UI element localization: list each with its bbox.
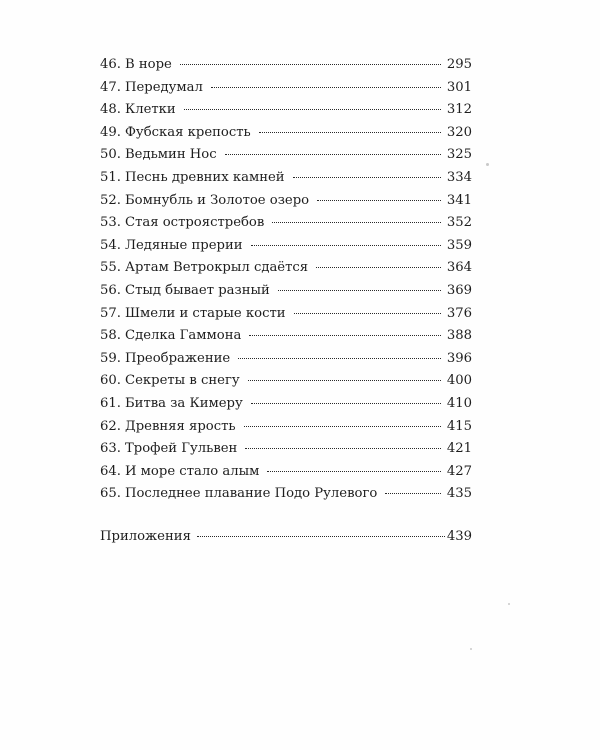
chapter-number: 55. (100, 260, 121, 276)
toc-entry (100, 438, 472, 461)
dot-leader (293, 177, 441, 178)
chapter-number: 49. (100, 124, 121, 140)
dot-leader (180, 64, 441, 65)
chapter-title: Передумал (124, 79, 203, 95)
toc-entry (100, 370, 472, 393)
toc-entry (100, 280, 472, 303)
dot-leader (272, 222, 441, 223)
dot-leader (317, 200, 441, 201)
toc-entry (100, 144, 472, 167)
toc-entry (100, 167, 472, 190)
page-number: 415 (446, 418, 472, 434)
dot-leader (238, 358, 441, 359)
paper-speck (508, 603, 510, 605)
chapter-title: Клетки (124, 102, 176, 118)
chapter-number: 64. (100, 463, 121, 479)
toc-entry (100, 461, 472, 484)
page-number: 439 (446, 529, 472, 544)
chapter-number: 60. (100, 373, 121, 389)
page-number: 359 (446, 237, 472, 253)
chapter-title: Преображение (124, 350, 231, 366)
toc-entry (100, 54, 472, 77)
table-of-contents (100, 54, 472, 506)
page-number: 376 (446, 305, 472, 321)
dot-leader (316, 267, 441, 268)
dot-leader (267, 471, 440, 472)
chapter-title: Песнь древних камней (124, 169, 285, 185)
dot-leader (244, 426, 441, 427)
toc-entry (100, 303, 472, 326)
chapter-number: 54. (100, 237, 121, 253)
page-number: 388 (446, 328, 472, 344)
page-number: 396 (446, 350, 472, 366)
dot-leader (251, 245, 441, 246)
chapter-number: 58. (100, 328, 121, 344)
toc-entry (100, 393, 472, 416)
chapter-title: Бомнубль и Золотое озеро (124, 192, 310, 208)
chapter-title: В норе (124, 57, 172, 72)
chapter-title: Секреты в снегу (124, 373, 240, 389)
chapter-title: Шмели и старые кости (124, 305, 286, 321)
page-number: 369 (446, 282, 472, 298)
toc-entry (100, 483, 472, 506)
chapter-number: 57. (100, 305, 121, 321)
toc-entry (100, 77, 472, 100)
chapter-number: 56. (100, 282, 121, 298)
chapter-number: 53. (100, 215, 121, 231)
paper-speck (486, 163, 489, 166)
dot-leader (251, 403, 441, 404)
dot-leader (259, 132, 441, 133)
toc-entry (100, 348, 472, 371)
dot-leader (211, 87, 441, 88)
chapter-title: Древняя ярость (124, 418, 236, 434)
dot-leader (294, 313, 441, 314)
toc-entry (100, 99, 472, 122)
chapter-number: 52. (100, 192, 121, 208)
dot-leader (225, 154, 441, 155)
page-number: 421 (446, 441, 472, 457)
toc-entry (100, 526, 472, 549)
toc-entry (100, 235, 472, 258)
chapter-title: Битва за Кимеру (124, 395, 243, 411)
dot-leader (385, 493, 441, 494)
chapter-title: Фубская крепость (124, 124, 251, 140)
chapter-number: 51. (100, 169, 121, 185)
chapter-number: 62. (100, 418, 121, 434)
appendix-entry (100, 526, 472, 549)
page-number: 400 (446, 373, 472, 389)
chapter-title: Последнее плавание Подо Рулевого (124, 486, 378, 502)
toc-entry (100, 325, 472, 348)
dot-leader (197, 536, 445, 537)
toc-entry (100, 257, 472, 280)
chapter-number: 50. (100, 147, 121, 163)
chapter-title: Стая остроястребов (124, 215, 265, 231)
page-number: 301 (446, 79, 472, 95)
chapter-title: Ледяные прерии (124, 237, 243, 253)
chapter-number: 46. (100, 57, 121, 72)
chapter-title: Стыд бывает разный (124, 282, 270, 298)
page-number: 320 (446, 124, 472, 140)
chapter-title: И море стало алым (124, 463, 260, 479)
chapter-title: Сделка Гаммона (124, 328, 242, 344)
chapter-title: Артам Ветрокрыл сдаётся (124, 260, 309, 276)
page-number: 295 (446, 57, 472, 72)
page-number: 325 (446, 147, 472, 163)
toc-entry (100, 416, 472, 439)
paper-speck (470, 648, 472, 650)
page-number: 435 (446, 486, 472, 502)
dot-leader (249, 335, 440, 336)
chapter-number: 48. (100, 102, 121, 118)
appendix-title: Приложения (100, 529, 191, 544)
dot-leader (248, 380, 441, 381)
page-number: 427 (446, 463, 472, 479)
page-number: 334 (446, 169, 472, 185)
chapter-number: 61. (100, 395, 121, 411)
chapter-title: Трофей Гульвен (124, 441, 238, 457)
page-number: 312 (446, 102, 472, 118)
dot-leader (245, 448, 440, 449)
page-number: 410 (446, 395, 472, 411)
chapter-number: 59. (100, 350, 121, 366)
dot-leader (278, 290, 441, 291)
dot-leader (184, 109, 441, 110)
toc-entry (100, 212, 472, 235)
chapter-number: 47. (100, 79, 121, 95)
toc-entry (100, 122, 472, 145)
page-number: 352 (446, 215, 472, 231)
chapter-number: 63. (100, 441, 121, 457)
toc-entry (100, 190, 472, 213)
page-number: 364 (446, 260, 472, 276)
chapter-title: Ведьмин Нос (124, 147, 217, 163)
chapter-number: 65. (100, 486, 121, 502)
page-number: 341 (446, 192, 472, 208)
